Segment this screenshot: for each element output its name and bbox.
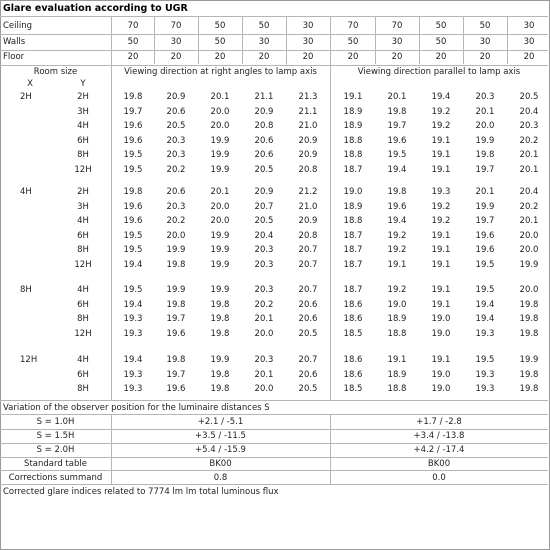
ugr-value-perpendicular: 20.1 [210,92,230,102]
ugr-value-perpendicular: 20.9 [166,92,186,102]
ugr-value-perpendicular: 20.7 [298,260,318,270]
ugr-value-perpendicular: 21.1 [298,106,318,117]
standard-table-parallel: BK00 [427,459,451,469]
ugr-value-perpendicular: 20.1 [254,314,274,325]
ugr-value-perpendicular: 19.6 [123,216,143,227]
ugr-value-perpendicular: 20.3 [254,260,274,270]
header-col-divider [375,16,376,64]
ugr-value-perpendicular: 20.9 [254,106,274,117]
ugr-value-parallel: 20.1 [475,106,495,117]
ugr-value-parallel: 19.8 [519,314,539,325]
ugr-value-parallel: 19.2 [387,285,407,295]
ugr-value-perpendicular: 19.8 [210,369,230,380]
ugr-value-parallel: 19.0 [343,187,363,197]
ugr-value-parallel: 19.0 [387,299,407,310]
standard-table-perpendicular: BK00 [209,459,232,469]
ugr-value-perpendicular: 20.7 [254,201,274,212]
ugr-value-parallel: 19.4 [387,165,407,175]
ugr-value-perpendicular: 20.6 [298,299,318,310]
ugr-value-parallel: 19.6 [475,230,495,241]
ugr-value-perpendicular: 19.9 [210,135,230,146]
ugr-value-perpendicular: 20.5 [254,165,274,175]
ugr-value-parallel: 19.4 [475,314,495,325]
header-divider [0,65,548,66]
ugr-value-parallel: 20.0 [519,230,539,241]
ugr-value-parallel: 18.8 [387,328,407,339]
room-y-value: 4H [77,121,89,132]
ugr-value-parallel: 20.4 [519,106,539,117]
room-y-value: 6H [77,299,89,310]
header-col-divider [330,16,331,64]
ugr-value-parallel: 19.4 [475,299,495,310]
ugr-value-parallel: 18.6 [343,299,363,310]
ugr-value-perpendicular: 21.2 [298,187,318,197]
ugr-value-parallel: 19.5 [475,355,495,365]
room-y-value: 3H [77,201,89,212]
ugr-value-perpendicular: 19.5 [123,285,143,295]
ugr-value-parallel: 19.3 [475,384,495,395]
variation-row-divider [0,429,548,430]
header-value: 20 [214,52,226,62]
ugr-value-parallel: 20.5 [519,92,539,102]
ugr-value-parallel: 18.7 [343,165,363,175]
ugr-value-perpendicular: 20.2 [254,299,274,310]
ugr-value-parallel: 20.0 [475,121,495,132]
ugr-value-perpendicular: 20.8 [254,121,274,132]
perpendicular-label: Viewing direction at right angles to lamp axis [124,67,317,77]
ugr-value-perpendicular: 19.7 [166,369,186,380]
corrections-perpendicular: 0.8 [213,473,228,483]
ugr-value-parallel: 19.1 [431,355,451,365]
variation-divider [0,400,548,401]
header-value: 30 [302,37,314,47]
ugr-value-parallel: 19.5 [475,285,495,295]
variation-parallel: +1.7 / -2.8 [416,417,462,427]
ugr-value-parallel: 19.7 [475,165,495,175]
title-divider [0,16,548,17]
ugr-value-parallel: 19.1 [431,230,451,241]
ugr-value-parallel: 18.5 [343,384,363,395]
ugr-value-perpendicular: 19.5 [123,165,143,175]
ugr-value-perpendicular: 21.1 [254,92,274,102]
header-col-divider [154,16,155,64]
ugr-value-parallel: 19.4 [387,216,407,227]
header-value: 20 [479,52,491,62]
ugr-value-perpendicular: 20.5 [166,121,186,132]
ugr-value-perpendicular: 20.7 [298,285,318,295]
ugr-value-parallel: 20.4 [519,187,539,197]
room-size-label: Room size [33,67,78,77]
ugr-value-parallel: 20.2 [519,135,539,146]
ugr-value-perpendicular: 19.9 [210,245,230,256]
ugr-value-parallel: 19.2 [431,201,451,212]
header-value: 20 [302,52,314,62]
room-y-value: 6H [77,369,89,380]
ugr-value-perpendicular: 19.5 [123,230,143,241]
ugr-value-perpendicular: 19.3 [123,384,143,395]
ugr-value-perpendicular: 20.7 [298,355,318,365]
ugr-value-parallel: 19.9 [475,135,495,146]
ugr-value-parallel: 18.7 [343,245,363,256]
variation-distance-label: S = 1.5H [36,431,75,441]
ugr-value-parallel: 19.1 [387,355,407,365]
variation-row-divider [0,457,548,458]
ugr-value-perpendicular: 19.3 [123,369,143,380]
ugr-value-perpendicular: 19.7 [166,314,186,325]
variation-col-divider [111,414,112,484]
ugr-value-parallel: 18.6 [343,314,363,325]
header-value: 70 [347,21,359,31]
ugr-value-perpendicular: 19.8 [166,355,186,365]
room-y-value: 12H [74,328,92,339]
footer-note: Corrected glare indices related to 7774 lm lm total luminous flux [3,487,279,497]
room-y-value: 8H [77,150,89,161]
ugr-value-perpendicular: 20.9 [254,187,274,197]
ugr-value-parallel: 19.1 [343,92,363,102]
ugr-value-parallel: 19.6 [387,135,407,146]
header-col-divider [419,16,420,64]
ugr-value-perpendicular: 20.9 [298,150,318,161]
room-y-value: 2H [77,187,89,197]
header-row-label: Walls [3,37,26,47]
ugr-value-perpendicular: 19.6 [123,135,143,146]
ugr-value-perpendicular: 20.0 [254,328,274,339]
ugr-value-perpendicular: 20.3 [254,245,274,256]
ugr-value-perpendicular: 19.3 [123,328,143,339]
ugr-value-parallel: 20.1 [519,165,539,175]
ugr-value-perpendicular: 19.6 [166,328,186,339]
ugr-value-parallel: 18.7 [343,230,363,241]
ugr-value-perpendicular: 20.2 [166,216,186,227]
variation-distance-label: S = 1.0H [36,417,75,427]
ugr-value-parallel: 20.3 [475,92,495,102]
header-value: 30 [391,37,403,47]
ugr-value-parallel: 20.2 [519,201,539,212]
ugr-value-perpendicular: 19.8 [210,384,230,395]
ugr-value-perpendicular: 19.9 [210,355,230,365]
ugr-value-parallel: 18.9 [387,369,407,380]
header-row-label: Floor [3,52,25,62]
ugr-value-parallel: 19.1 [431,245,451,256]
ugr-value-perpendicular: 19.8 [166,299,186,310]
ugr-value-parallel: 19.8 [475,150,495,161]
ugr-value-perpendicular: 20.3 [166,135,186,146]
ugr-value-perpendicular: 19.4 [123,260,143,270]
ugr-value-parallel: 19.5 [387,150,407,161]
ugr-value-perpendicular: 21.0 [298,201,318,212]
ugr-value-parallel: 18.6 [343,355,363,365]
variation-col-divider [330,414,331,484]
ugr-value-perpendicular: 20.0 [210,121,230,132]
ugr-value-parallel: 19.0 [431,314,451,325]
ugr-value-parallel: 19.1 [387,260,407,270]
room-y-value: 8H [77,384,89,395]
ugr-value-perpendicular: 20.0 [210,201,230,212]
ugr-value-parallel: 19.1 [431,135,451,146]
ugr-value-perpendicular: 19.9 [210,165,230,175]
ugr-value-parallel: 19.3 [475,328,495,339]
ugr-value-perpendicular: 20.1 [254,369,274,380]
header-value: 20 [523,52,535,62]
header-divider [0,50,548,51]
header-value: 30 [258,37,270,47]
ugr-value-perpendicular: 19.4 [123,355,143,365]
ugr-value-perpendicular: 19.3 [123,314,143,325]
ugr-value-parallel: 19.8 [387,106,407,117]
ugr-value-perpendicular: 20.3 [254,355,274,365]
ugr-value-perpendicular: 20.5 [254,216,274,227]
ugr-value-parallel: 19.1 [431,285,451,295]
ugr-value-parallel: 18.9 [387,314,407,325]
ugr-value-perpendicular: 19.9 [210,260,230,270]
ugr-value-perpendicular: 19.9 [166,285,186,295]
header-value: 70 [391,21,403,31]
ugr-value-parallel: 18.8 [343,216,363,227]
ugr-value-perpendicular: 20.8 [298,230,318,241]
ugr-value-parallel: 18.9 [343,201,363,212]
header-col-divider [507,16,508,64]
ugr-value-parallel: 20.0 [519,285,539,295]
ugr-value-parallel: 19.6 [387,201,407,212]
room-x-value: 12H [20,355,38,365]
ugr-value-parallel: 19.2 [431,106,451,117]
ugr-value-parallel: 18.8 [387,384,407,395]
ugr-value-perpendicular: 20.8 [298,165,318,175]
header-value: 50 [435,37,447,47]
room-x-value: 2H [20,92,32,102]
header-value: 30 [170,37,182,47]
ugr-value-parallel: 19.0 [431,384,451,395]
ugr-value-parallel: 19.0 [431,369,451,380]
ugr-value-perpendicular: 19.9 [210,230,230,241]
ugr-value-parallel: 18.7 [343,260,363,270]
header-value: 20 [170,52,182,62]
ugr-value-perpendicular: 19.8 [166,260,186,270]
header-row-label: Ceiling [3,21,33,31]
ugr-value-perpendicular: 19.8 [210,299,230,310]
variation-perpendicular: +3.5 / -11.5 [195,431,246,441]
ugr-value-perpendicular: 19.9 [166,245,186,256]
header-col-divider [111,16,112,64]
ugr-value-perpendicular: 20.6 [254,135,274,146]
room-y-value: 3H [77,106,89,117]
ugr-value-parallel: 18.8 [343,135,363,146]
ugr-value-perpendicular: 19.9 [210,150,230,161]
ugr-value-parallel: 19.2 [431,216,451,227]
ugr-value-perpendicular: 20.3 [166,150,186,161]
ugr-value-parallel: 19.8 [387,187,407,197]
ugr-value-perpendicular: 19.8 [210,314,230,325]
ugr-value-perpendicular: 20.3 [166,201,186,212]
x-label: X [27,79,33,89]
ugr-value-parallel: 20.3 [519,121,539,132]
ugr-value-parallel: 19.1 [431,260,451,270]
ugr-value-parallel: 19.8 [519,369,539,380]
header-value: 50 [347,37,359,47]
ugr-value-parallel: 18.9 [343,106,363,117]
ugr-value-parallel: 19.7 [475,216,495,227]
ugr-value-parallel: 19.6 [475,245,495,256]
corrections-parallel: 0.0 [432,473,446,483]
ugr-value-perpendicular: 20.9 [298,135,318,146]
ugr-value-perpendicular: 20.6 [298,369,318,380]
ugr-value-perpendicular: 19.5 [123,245,143,256]
ugr-value-perpendicular: 19.8 [123,187,143,197]
variation-parallel: +4.2 / -17.4 [413,445,465,455]
ugr-value-parallel: 19.4 [431,92,451,102]
ugr-value-parallel: 19.8 [519,328,539,339]
standard-table-label: Standard table [24,459,87,469]
ugr-value-perpendicular: 19.6 [166,384,186,395]
variation-perpendicular: +2.1 / -5.1 [197,417,244,427]
ugr-value-perpendicular: 20.6 [254,150,274,161]
variation-distance-label: S = 2.0H [36,445,75,455]
standard-table-divider [0,470,548,471]
header-value: 20 [347,52,359,62]
ugr-value-parallel: 18.7 [343,285,363,295]
ugr-value-parallel: 19.9 [519,260,539,270]
ugr-value-parallel: 19.1 [431,299,451,310]
ugr-value-parallel: 19.1 [431,150,451,161]
ugr-value-parallel: 18.8 [343,150,363,161]
room-y-value: 8H [77,314,89,325]
header-value: 30 [302,21,314,31]
header-value: 20 [127,52,139,62]
header-value: 70 [127,21,139,31]
ugr-value-perpendicular: 20.6 [298,314,318,325]
header-col-divider [242,16,243,64]
header-value: 20 [258,52,270,62]
ugr-value-perpendicular: 20.5 [298,328,318,339]
ugr-value-perpendicular: 20.2 [166,165,186,175]
ugr-value-parallel: 18.5 [343,328,363,339]
ugr-value-parallel: 20.1 [519,216,539,227]
header-value: 70 [170,21,182,31]
room-y-value: 8H [77,245,89,256]
ugr-value-parallel: 19.3 [475,369,495,380]
ugr-value-perpendicular: 21.3 [298,92,318,102]
room-y-value: 6H [77,230,89,241]
ugr-value-parallel: 19.8 [519,299,539,310]
variation-parallel: +3.4 / -13.8 [413,431,465,441]
ugr-value-perpendicular: 19.4 [123,299,143,310]
ugr-value-parallel: 20.1 [475,187,495,197]
header-value: 30 [523,37,535,47]
header-value: 20 [391,52,403,62]
ugr-value-parallel: 20.1 [387,92,407,102]
table-title: Glare evaluation according to UGR [3,3,188,14]
room-y-value: 4H [77,216,89,227]
variation-label: Variation of the observer position for the luminaire distances S [3,403,270,413]
ugr-value-parallel: 20.0 [519,245,539,256]
header-value: 20 [435,52,447,62]
room-y-value: 12H [74,260,92,270]
corrections-label: Corrections summand [8,473,103,483]
ugr-value-parallel: 19.9 [475,201,495,212]
room-x-value: 4H [20,187,32,197]
ugr-value-perpendicular: 20.1 [210,187,230,197]
y-label: Y [80,79,86,89]
footer-divider [0,484,548,485]
ugr-value-perpendicular: 20.4 [254,230,274,241]
header-value: 50 [214,37,226,47]
ugr-value-perpendicular: 20.0 [166,230,186,241]
ugr-value-perpendicular: 20.6 [166,187,186,197]
header-col-divider [286,16,287,64]
ugr-value-parallel: 19.3 [431,187,451,197]
ugr-value-parallel: 19.2 [387,245,407,256]
ugr-value-parallel: 19.5 [475,260,495,270]
ugr-value-parallel: 19.2 [431,121,451,132]
ugr-value-parallel: 18.6 [343,369,363,380]
ugr-value-parallel: 20.1 [519,150,539,161]
header-col-divider [198,16,199,64]
variation-divider [0,414,548,415]
ugr-value-parallel: 19.8 [519,384,539,395]
header-value: 30 [479,37,491,47]
ugr-value-perpendicular: 20.0 [210,216,230,227]
header-value: 50 [214,21,226,31]
ugr-value-parallel: 19.9 [519,355,539,365]
header-value: 50 [127,37,139,47]
header-value: 50 [435,21,447,31]
ugr-value-perpendicular: 19.6 [123,121,143,132]
header-col-divider [463,16,464,64]
header-value: 30 [523,21,535,31]
room-y-value: 4H [77,355,89,365]
ugr-value-perpendicular: 19.8 [210,328,230,339]
ugr-value-perpendicular: 20.0 [254,384,274,395]
ugr-value-perpendicular: 20.5 [298,384,318,395]
header-divider [0,34,548,35]
ugr-value-perpendicular: 21.0 [298,121,318,132]
variation-perpendicular: +5.4 / -15.9 [195,445,246,455]
ugr-value-parallel: 19.7 [387,121,407,132]
header-value: 50 [479,21,491,31]
header-value: 50 [258,21,270,31]
direction-divider [330,64,331,400]
room-y-value: 6H [77,135,89,146]
room-x-value: 8H [20,285,32,295]
room-y-value: 4H [77,285,89,295]
variation-row-divider [0,443,548,444]
ugr-value-perpendicular: 20.7 [298,245,318,256]
room-size-divider [111,64,112,400]
ugr-value-perpendicular: 19.7 [123,106,143,117]
ugr-value-parallel: 19.2 [387,230,407,241]
ugr-value-perpendicular: 19.8 [123,92,143,102]
ugr-value-parallel: 19.0 [431,328,451,339]
room-y-value: 12H [74,165,92,175]
ugr-value-perpendicular: 20.3 [254,285,274,295]
ugr-value-parallel: 19.1 [431,165,451,175]
ugr-value-perpendicular: 20.9 [298,216,318,227]
ugr-value-perpendicular: 20.6 [166,106,186,117]
ugr-value-perpendicular: 19.9 [210,285,230,295]
room-y-value: 2H [77,92,89,102]
ugr-value-perpendicular: 19.6 [123,201,143,212]
ugr-value-parallel: 18.9 [343,121,363,132]
ugr-value-perpendicular: 20.0 [210,106,230,117]
parallel-label: Viewing direction parallel to lamp axis [357,67,521,77]
ugr-value-perpendicular: 19.5 [123,150,143,161]
